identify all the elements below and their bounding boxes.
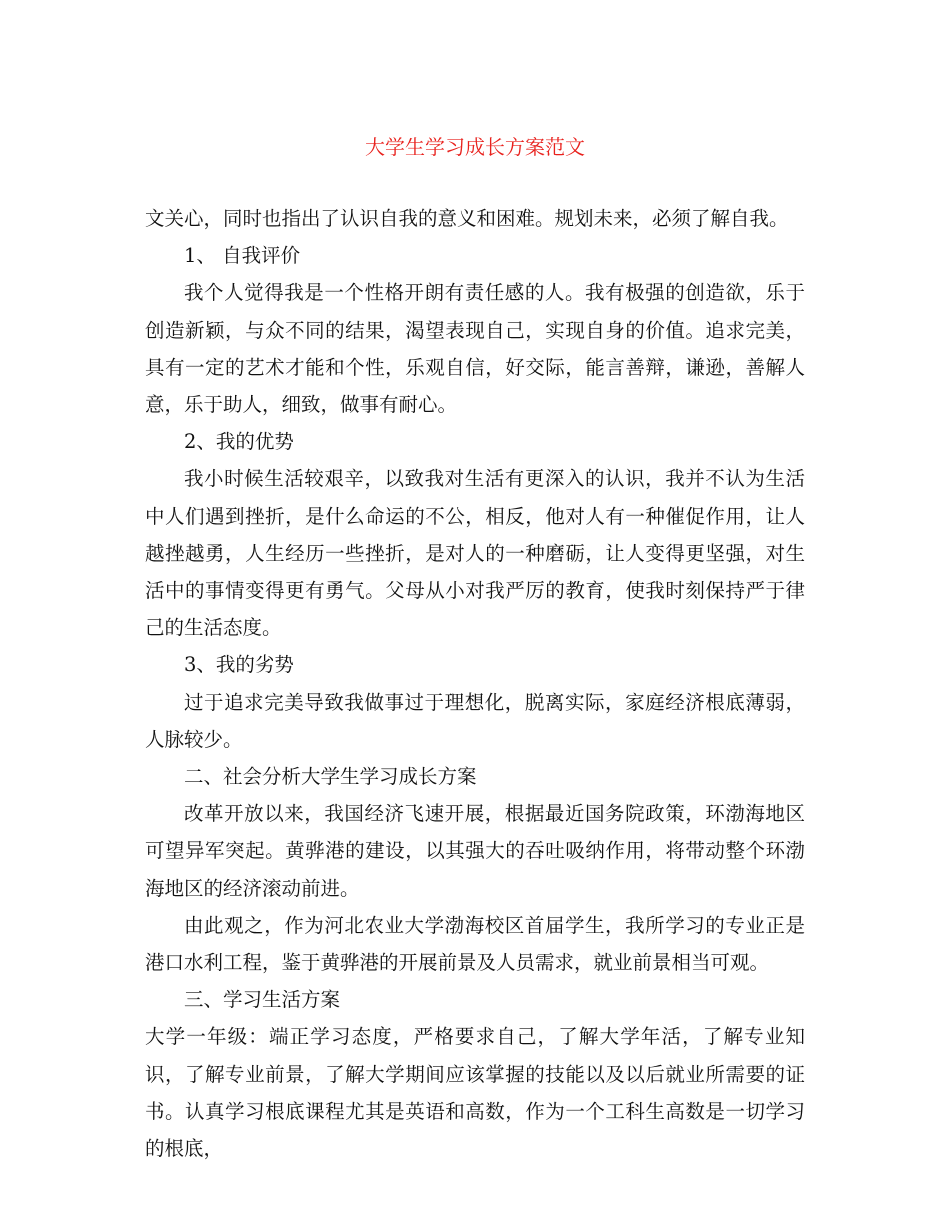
paragraph: 1、 自我评价 [184, 244, 301, 268]
paragraph: 我个人觉得我是一个性格开朗有责任感的人。我有极强的创造欲，乐于创造新颖，与众不同的结果，渴望表现自己，实现自身的价值。追求完美，具有一定的艺术才能和个性，乐观自信，好交际，能言善辩，谦逊，善解人意，乐于助人，细致，做事有耐心。 [145, 281, 805, 417]
paragraph: 二、社会分析大学生学习成长方案 [184, 765, 477, 789]
paragraph: 大学一年级：端正学习态度，严格要求自己，了解大学年活，了解专业知识，了解专业前景，了解大学期间应该掌握的技能以及以后就业所需要的证书。认真学习根底课程尤其是英语和高数，作为一个工科生高数是一切学习的根底， [145, 1025, 805, 1161]
paragraph: 文关心，同时也指出了认识自我的意义和困难。规划未来，必须了解自我。 [145, 207, 789, 230]
paragraph: 三、学习生活方案 [184, 988, 341, 1012]
paragraph: 改革开放以来，我国经济飞速开展，根据最近国务院政策，环渤海地区可望异军突起。黄骅港的建设，以其强大的吞吐吸纳作用，将带动整个环渤海地区的经济滚动前进。 [145, 802, 805, 900]
paragraph: 3、我的劣势 [184, 653, 294, 677]
paragraph: 由此观之，作为河北农业大学渤海校区首届学生，我所学习的专业正是港口水利工程，鉴于黄骅港的开展前景及人员需求，就业前景相当可观。 [145, 913, 805, 975]
document-title: 大学生学习成长方案范文 [365, 135, 585, 159]
paragraph: 2、我的优势 [184, 430, 294, 454]
paragraph: 我小时候生活较艰辛，以致我对生活有更深入的认识，我并不认为生活中人们遇到挫折，是什么命运的不公，相反，他对人有一种催促作用，让人越挫越勇，人生经历一些挫折，是对人的一种磨砺，让人变得更坚强，对生活中的事情变得更有勇气。父母从小对我严厉的教育，使我时刻保持严于律己的生活态度。 [145, 467, 805, 640]
paragraph: 过于追求完美导致我做事过于理想化，脱离实际，家庭经济根底薄弱，人脉较少。 [145, 690, 805, 751]
document-body [145, 200, 805, 1167]
